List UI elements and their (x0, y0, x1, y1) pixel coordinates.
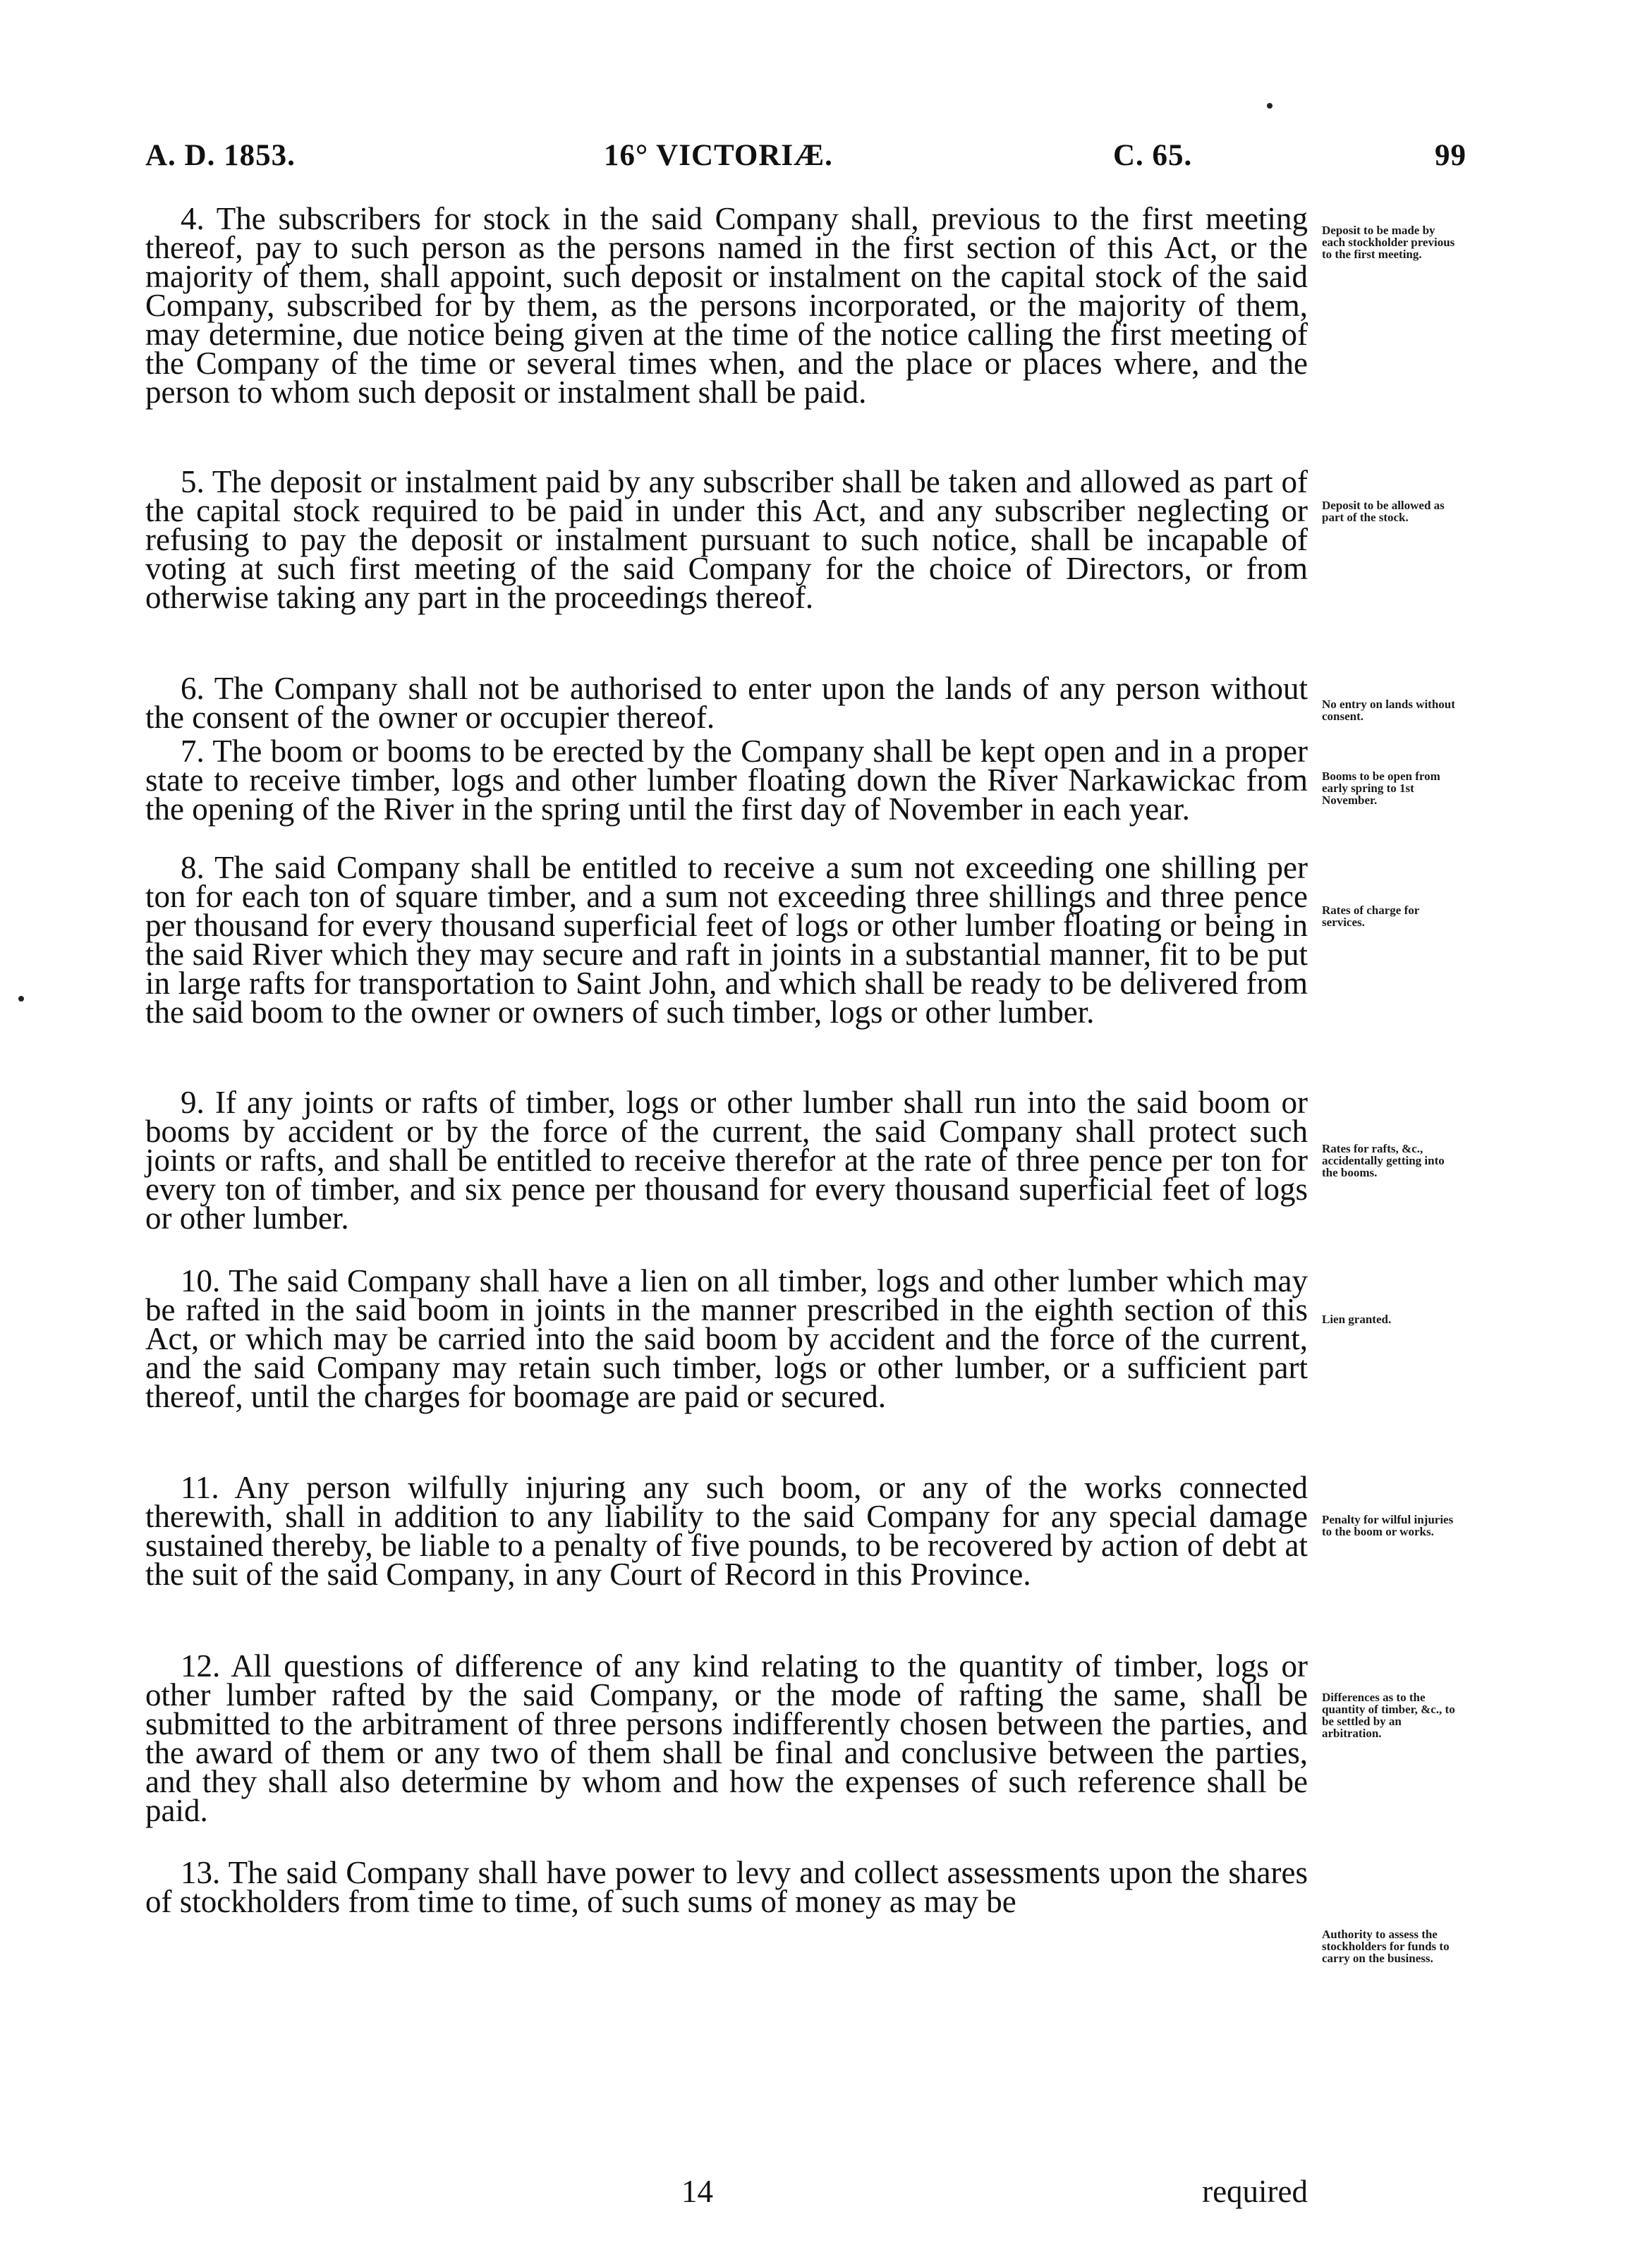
section-text: The subscribers for stock in the said Company shall, previous to the first meeting thereof, pay to such person as the persons named in the first section of this Act, or the majority of them, shall appoint, such deposit or instalment on the capital stock of the said Company, subscribed for by them, as the persons incorporated, or the majority of them, may determine, due notice being given at the time of the notice calling the first meeting of the Company of the time or several times when, and the place or places where, and the person to whom such deposit or instalment shall be paid. (145, 201, 1308, 410)
section-text: The said Company shall be entitled to receive a sum not exceeding one shilling per ton for each ton of square timber, and a sum not exceeding three shillings and three pence per thousand for every thousand superficial feet of logs or other lumber floating or being in the said River which they may secure and raft in joints in a substantial manner, fit to be put in large rafts for transportation to Saint John, and which shall be ready to be delivered from the said boom to the owner or owners of such timber, logs or other lumber. (145, 850, 1308, 1030)
section-4 (145, 201, 1308, 466)
print-speck (18, 996, 24, 1002)
page-number: 99 (1435, 139, 1466, 172)
section-text: The Company shall not be authorised to enter upon the lands of any person without the consent of the owner or occupier thereof. (145, 671, 1308, 735)
section-number: 7. (181, 734, 205, 769)
marginal-note-9: Rates for rafts, &c., accidentally getting into the booms. (1322, 1142, 1445, 1179)
section-text: The said Company shall have a lien on all timber, logs and other lumber which may be rafted in the said boom in joints in the manner prescribed in the eighth section of this Act, or which may be carried into the said boom by accident and the force of the current, and the said Company may retain such timber, logs or other lumber, or a sufficient part thereof, until the charges for boomage are paid or secured. (145, 1263, 1308, 1414)
section-6 (145, 671, 1308, 735)
marginal-note-4: Deposit to be made by each stockholder previous to the first meeting. (1322, 224, 1455, 261)
section-number: 13. (181, 1855, 221, 1890)
section-9 (145, 1085, 1308, 1265)
section-number: 12. (181, 1648, 221, 1684)
signature-mark: 14 (681, 2174, 713, 2209)
section-number: 9. (181, 1085, 205, 1120)
header-reign: 16° VICTORIÆ. (604, 139, 833, 172)
section-12 (145, 1648, 1308, 1856)
catchword: required (1202, 2174, 1308, 2209)
page-footer (145, 2174, 1308, 2257)
marginal-note-11: Penalty for wilful injuries to the boom or works. (1322, 1513, 1454, 1538)
header-year: A. D. 1853. (145, 139, 296, 172)
section-10 (145, 1263, 1308, 1471)
section-text: The said Company shall have power to levy and collect assessments upon the shares of stockholders from time to time, of such sums of money as may be (145, 1855, 1308, 1919)
marginal-note-5: Deposit to be allowed as part of the stock. (1322, 499, 1445, 524)
section-11 (145, 1470, 1308, 1650)
section-13 (145, 1855, 1308, 1919)
section-number: 8. (181, 850, 205, 885)
running-header (145, 138, 1502, 181)
section-text: The deposit or instalment paid by any subscriber shall be taken and allowed as part of the capital stock required to be paid in under this Act, and any subscriber neglecting or refusing to pay the deposit or instalment pursuant to such notice, shall be incapable of voting at such first meeting of the said Company for the choice of Directors, or from otherwise taking any part in the proceedings thereof. (145, 464, 1308, 615)
marginal-note-6: No entry on lands without consent. (1322, 698, 1455, 723)
section-7 (145, 734, 1308, 851)
section-number: 10. (181, 1263, 221, 1298)
marginal-note-12: Differences as to the quantity of timber, &c., to be settled by an arbitration. (1322, 1691, 1455, 1740)
section-number: 5. (181, 464, 205, 499)
marginal-note-13: Authority to assess the stockholders for funds to carry on the business. (1322, 1928, 1450, 1965)
section-text: The boom or booms to be erected by the Company shall be kept open and in a proper state to receive timber, logs and other lumber floating down the River Narkawickac from the opening of the River in the spring until the first day of November in each year. (145, 734, 1308, 827)
section-number: 6. (181, 671, 205, 706)
section-number: 4. (181, 201, 205, 236)
print-speck (1267, 103, 1273, 109)
section-text: Any person wilfully injuring any such boom, or any of the works connected therewith, shall in addition to any liability to the said Company for any special damage sustained thereby, be liable to a penalty of five pounds, to be recovered by action of debt at the suit of the said Company, in any Court of Record in this Province. (145, 1470, 1308, 1592)
marginal-note-10: Lien granted. (1322, 1313, 1392, 1326)
section-number: 11. (181, 1470, 219, 1505)
section-text: All questions of difference of any kind relating to the quantity of timber, logs or other lumber rafted by the said Company, or the mode of rafting the same, shall be submitted to the arbitrament of three persons indifferently chosen between the parties, and the award of them or any two of them shall be final and conclusive between the parties, and they shall also determine by whom and how the expenses of such reference shall be paid. (145, 1648, 1308, 1828)
statute-body (145, 201, 1308, 1919)
marginal-note-8: Rates of charge for services. (1322, 904, 1420, 929)
section-text: If any joints or rafts of timber, logs or other lumber shall run into the said boom or booms by accident or by the force of the current, the said Company shall protect such joints or rafts, and shall be entitled to receive therefor at the rate of three pence per ton for every ton of timber, and six pence per thousand for every thousand superficial feet of logs or other lumber. (145, 1085, 1308, 1236)
section-8 (145, 850, 1308, 1086)
header-chapter: C. 65. (1113, 139, 1193, 172)
section-5 (145, 464, 1308, 672)
marginal-note-7: Booms to be open from early spring to 1st November. (1322, 769, 1440, 807)
